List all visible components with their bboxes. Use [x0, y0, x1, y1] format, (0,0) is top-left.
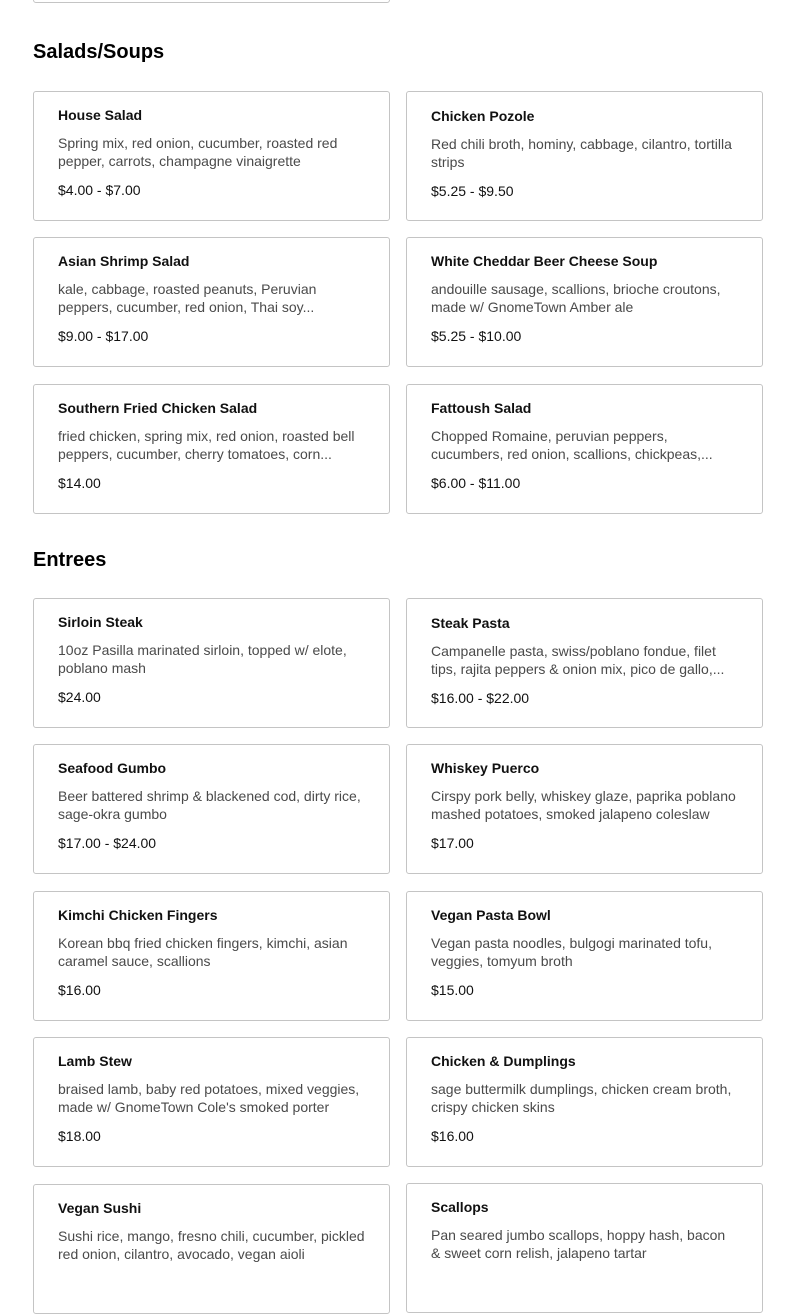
menu-item-price: $16.00	[58, 982, 101, 998]
menu-item-description: Vegan pasta noodles, bulgogi marinated tofu, veggies, tomyum broth	[431, 935, 712, 969]
menu-item-description: Beer battered shrimp & blackened cod, dirty rice, sage-okra gumbo	[58, 788, 361, 822]
menu-item-name: Kimchi Chicken Fingers	[58, 907, 218, 923]
menu-item-card[interactable]	[33, 1037, 390, 1167]
menu-item-name: Lamb Stew	[58, 1053, 132, 1069]
menu-item-name: Fattoush Salad	[431, 400, 532, 416]
menu-item-description: andouille sausage, scallions, brioche croutons, made w/ GnomeTown Amber ale	[431, 281, 721, 315]
menu-item-card[interactable]	[33, 384, 390, 514]
section-title-entrees: Entrees	[33, 549, 107, 571]
menu-item-card[interactable]	[406, 744, 763, 874]
menu-item-name: Asian Shrimp Salad	[58, 253, 190, 269]
menu-item-name: White Cheddar Beer Cheese Soup	[431, 253, 658, 269]
menu-item-description: Pan seared jumbo scallops, hoppy hash, bacon & sweet corn relish, jalapeno tartar	[431, 1227, 726, 1261]
menu-item-name: Scallops	[431, 1199, 489, 1215]
menu-item-card[interactable]	[33, 1184, 390, 1314]
menu-item-description: Cirspy pork belly, whiskey glaze, paprika poblano mashed potatoes, smoked jalapeno coleslaw	[431, 788, 736, 822]
menu-item-price: $9.00 - $17.00	[58, 328, 149, 344]
menu-item-price: $17.00 - $24.00	[58, 835, 157, 851]
menu-item-card[interactable]	[406, 384, 763, 514]
menu-item-card[interactable]	[406, 1037, 763, 1167]
menu-item-price: $18.00	[58, 1128, 101, 1144]
menu-item-price: $24.00	[58, 689, 101, 705]
menu-item-description: braised lamb, baby red potatoes, mixed veggies, made w/ GnomeTown Cole's smoked porter	[58, 1081, 360, 1115]
menu-item-price: $6.00 - $11.00	[431, 475, 521, 491]
menu-item-card[interactable]	[33, 91, 390, 221]
menu-item-name: Sirloin Steak	[58, 614, 143, 630]
menu-item-price: $5.25 - $10.00	[431, 328, 522, 344]
menu-item-card[interactable]	[33, 744, 390, 874]
menu-item-price: $14.00	[58, 475, 101, 491]
menu-item-description: Chopped Romaine, peruvian peppers, cucumbers, red onion, scallions, chickpeas,...	[431, 428, 713, 462]
section-title-salads-soups: Salads/Soups	[33, 41, 165, 63]
menu-item-card[interactable]	[33, 0, 390, 3]
menu-item-name: House Salad	[58, 107, 143, 123]
menu-item-card[interactable]	[33, 598, 390, 728]
menu-item-name: Seafood Gumbo	[58, 760, 167, 776]
menu-item-description: Korean bbq fried chicken fingers, kimchi, asian caramel sauce, scallions	[58, 935, 348, 969]
menu-item-name: Vegan Pasta Bowl	[431, 907, 551, 923]
menu-item-description: fried chicken, spring mix, red onion, roasted bell peppers, cucumber, cherry tomatoes, corn...	[58, 428, 355, 462]
menu-item-card[interactable]	[406, 598, 763, 728]
menu-item-price: $5.25 - $9.50	[431, 183, 514, 199]
menu-item-description: Spring mix, red onion, cucumber, roasted red pepper, carrots, champagne vinaigrette	[58, 135, 338, 169]
menu-item-description: Red chili broth, hominy, cabbage, cilantro, tortilla strips	[431, 136, 732, 170]
menu-item-card[interactable]	[406, 1183, 763, 1313]
menu-item-price: $4.00 - $7.00	[58, 182, 141, 198]
menu-item-description: kale, cabbage, roasted peanuts, Peruvian peppers, cucumber, red onion, Thai soy...	[58, 281, 317, 315]
menu-item-name: Chicken & Dumplings	[431, 1053, 576, 1069]
menu-item-price: $16.00 - $22.00	[431, 690, 530, 706]
menu-item-price: $15.00	[431, 982, 474, 998]
menu-item-description: Campanelle pasta, swiss/poblano fondue, filet tips, rajita peppers & onion mix, pico de gallo,...	[431, 643, 725, 677]
menu-item-description: Sushi rice, mango, fresno chili, cucumber, pickled red onion, cilantro, avocado, vegan aioli	[58, 1228, 365, 1262]
menu-item-card[interactable]	[406, 91, 763, 221]
menu-item-price: $17.00	[431, 835, 474, 851]
menu-item-card[interactable]	[33, 237, 390, 367]
menu-item-name: Chicken Pozole	[431, 108, 535, 124]
menu-item-name: Vegan Sushi	[58, 1200, 142, 1216]
menu-item-description: sage buttermilk dumplings, chicken cream broth, crispy chicken skins	[431, 1081, 732, 1115]
menu-item-card[interactable]	[406, 237, 763, 367]
menu-item-name: Steak Pasta	[431, 615, 510, 631]
menu-item-card[interactable]	[406, 891, 763, 1021]
menu-item-description: 10oz Pasilla marinated sirloin, topped w/ elote, poblano mash	[58, 642, 347, 676]
menu-item-name: Whiskey Puerco	[431, 760, 540, 776]
menu-item-name: Southern Fried Chicken Salad	[58, 400, 258, 416]
menu-item-card[interactable]	[33, 891, 390, 1021]
menu-item-price: $16.00	[431, 1128, 474, 1144]
